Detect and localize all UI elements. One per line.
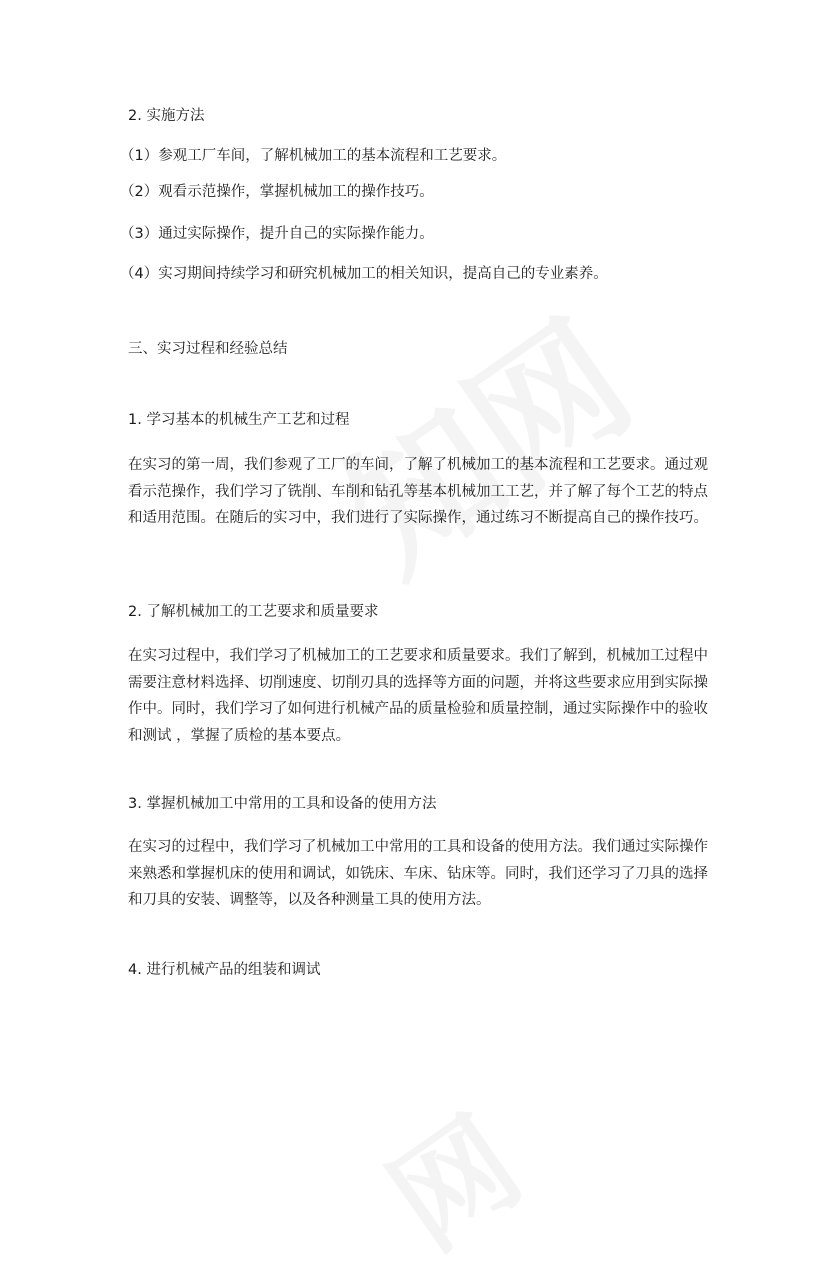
section-heading-methods: 2. 实施方法 bbox=[128, 108, 205, 124]
subsection-4-title: 4. 进行机械产品的组装和调试 bbox=[128, 962, 321, 978]
method-item-1: （1）参观工厂车间，了解机械加工的基本流程和工艺要求。 bbox=[120, 148, 507, 164]
subsection-2-title: 2. 了解机械加工的工艺要求和质量要求 bbox=[128, 604, 379, 620]
watermark bbox=[295, 263, 665, 612]
method-item-3: （3）通过实际操作，提升自己的实际操作能力。 bbox=[120, 226, 434, 242]
subsection-3-title: 3. 掌握机械加工中常用的工具和设备的使用方法 bbox=[128, 796, 437, 812]
method-item-4: （4）实习期间持续学习和研究机械加工的相关知识，提高自己的专业素养。 bbox=[120, 266, 608, 282]
watermark-bottom bbox=[352, 1071, 549, 1281]
subsection-1-title: 1. 学习基本的机械生产工艺和过程 bbox=[128, 412, 350, 428]
method-item-2: （2）观看示范操作，掌握机械加工的操作技巧。 bbox=[120, 184, 434, 200]
chapter-heading: 三、实习过程和经验总结 bbox=[128, 341, 288, 357]
subsection-3-body: 在实习的过程中，我们学习了机械加工中常用的工具和设备的使用方法。我们通过实际操作来熟悉和掌握机床的使用和调试，如铣床、车床、钻床等。同时，我们还学习了刀具的选择和刀具的安装、调整等，以及各种测量工具的使用方法。 bbox=[128, 839, 708, 908]
subsection-1-body: 在实习的第一周，我们参观了工厂的车间，了解了机械加工的基本流程和工艺要求。通过观看示范操作，我们学习了铣削、车削和钻孔等基本机械加工工艺，并了解了每个工艺的特点和适用范围。在随后的实习中，我们进行了实际操作，通过练习不断提高自己的操作技巧。 bbox=[128, 457, 708, 526]
subsection-2-body: 在实习过程中，我们学习了机械加工的工艺要求和质量要求。我们了解到，机械加工过程中需要注意材料选择、切削速度、切削刃具的选择等方面的问题，并将这些要求应用到实际操作中。同时，我们学习了如何进行机械产品的质量检验和质量控制，通过实际操作中的验收和测试 ，掌握了质检的基本要点。 bbox=[128, 648, 708, 744]
